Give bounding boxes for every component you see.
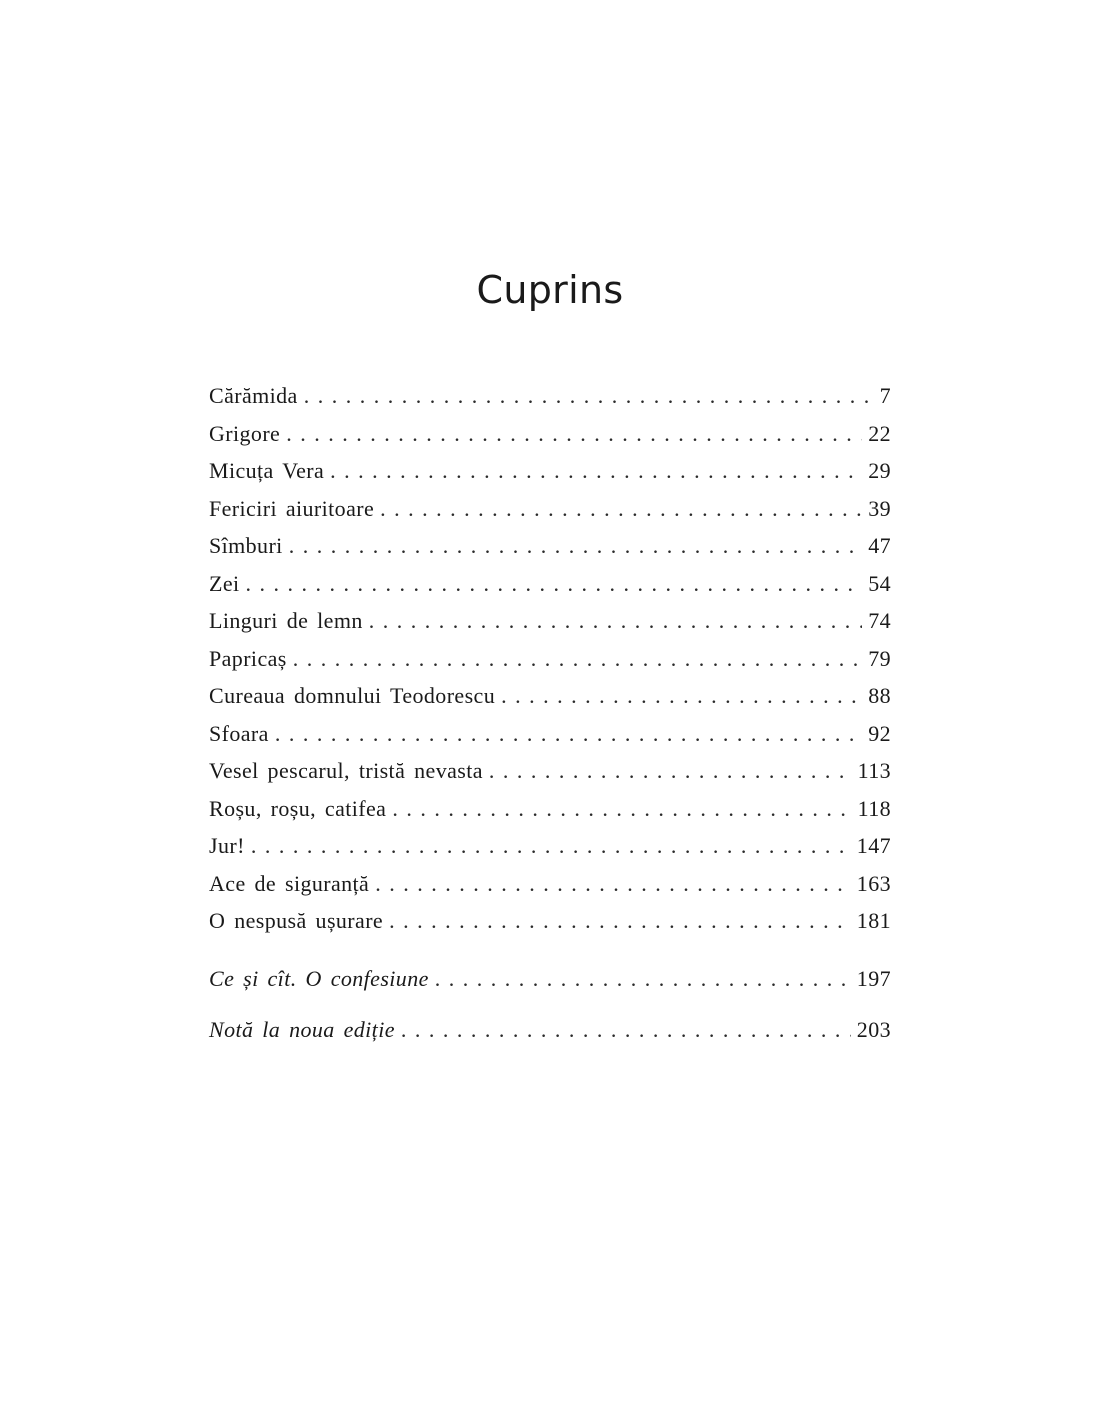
toc-entry-title: Cărămida [209,383,298,408]
toc-entry-title: O nespusă ușurare [209,908,384,933]
toc-entry-page: 79 [868,645,891,671]
toc-entry [209,640,891,678]
toc-entry [209,902,891,940]
dot-leader [289,527,862,565]
dot-leader [501,677,862,715]
dot-leader [380,490,862,528]
dot-leader [293,640,862,678]
toc-entry-title: Grigore [209,420,281,446]
toc-entry [209,790,891,828]
toc-entry-title: Fericiri aiuritoare [209,495,375,521]
toc-entry [209,415,891,453]
toc-entry-page: 197 [856,965,891,991]
dot-leader [375,865,851,903]
toc-entry-page: 47 [868,533,891,558]
dot-leader [369,602,862,640]
toc-entry [209,452,891,490]
toc-entry-page: 181 [856,908,891,933]
dot-leader [489,752,852,790]
toc-entry [209,827,891,865]
toc-entry-page: 147 [856,833,891,858]
toc-entry-page: 118 [857,795,891,821]
toc-entry-page: 163 [856,870,891,896]
toc-entry-title: Micuța Vera [209,458,325,483]
toc-entry [209,527,891,565]
dot-leader [275,715,862,753]
toc-entry-title: Ace de siguranță [209,870,370,896]
dot-leader [330,452,862,490]
toc-entry [209,752,891,790]
page-title: Cuprins [476,268,624,312]
toc-entry [209,865,891,903]
table-of-contents [209,377,891,1049]
toc-entry [209,715,891,753]
toc-entry-title: Notă la noua ediție [209,1017,395,1042]
toc-entry-page: 22 [868,420,891,446]
toc-entry-title: Roșu, roșu, catifea [209,795,387,821]
toc-appendix-entry [209,960,891,998]
toc-entry-page: 113 [857,758,891,783]
toc-appendix-entry [209,1011,891,1049]
toc-entry-title: Jur! [209,833,245,858]
toc-entry [209,602,891,640]
toc-entry-page: 92 [868,720,891,746]
dot-leader [304,377,874,415]
toc-entry-title: Ce și cît. O confesiune [209,965,429,991]
dot-leader [389,902,851,940]
toc-entry [209,377,891,415]
toc-entry-page: 7 [879,383,891,408]
dot-leader [246,565,863,603]
dot-leader [401,1011,851,1049]
dot-leader [286,415,862,453]
toc-entry-page: 29 [868,458,891,483]
toc-entry [209,677,891,715]
toc-entry [209,490,891,528]
dot-leader [392,790,851,828]
toc-entry [209,565,891,603]
toc-entry-title: Papricaș [209,645,287,671]
toc-entry-title: Vesel pescarul, tristă nevasta [209,758,483,783]
toc-entry-page: 203 [856,1017,891,1042]
dot-leader [435,960,851,998]
toc-entry-title: Sfoara [209,720,269,746]
dot-leader [251,827,851,865]
toc-entry-title: Sîmburi [209,533,283,558]
toc-entry-title: Zei [209,570,240,596]
toc-entry-title: Cureaua domnului Teodorescu [209,683,496,708]
toc-entry-page: 88 [868,683,891,708]
toc-entry-page: 54 [868,570,891,596]
toc-entry-page: 74 [868,608,891,633]
toc-entry-page: 39 [868,495,891,521]
toc-entry-title: Linguri de lemn [209,608,363,633]
